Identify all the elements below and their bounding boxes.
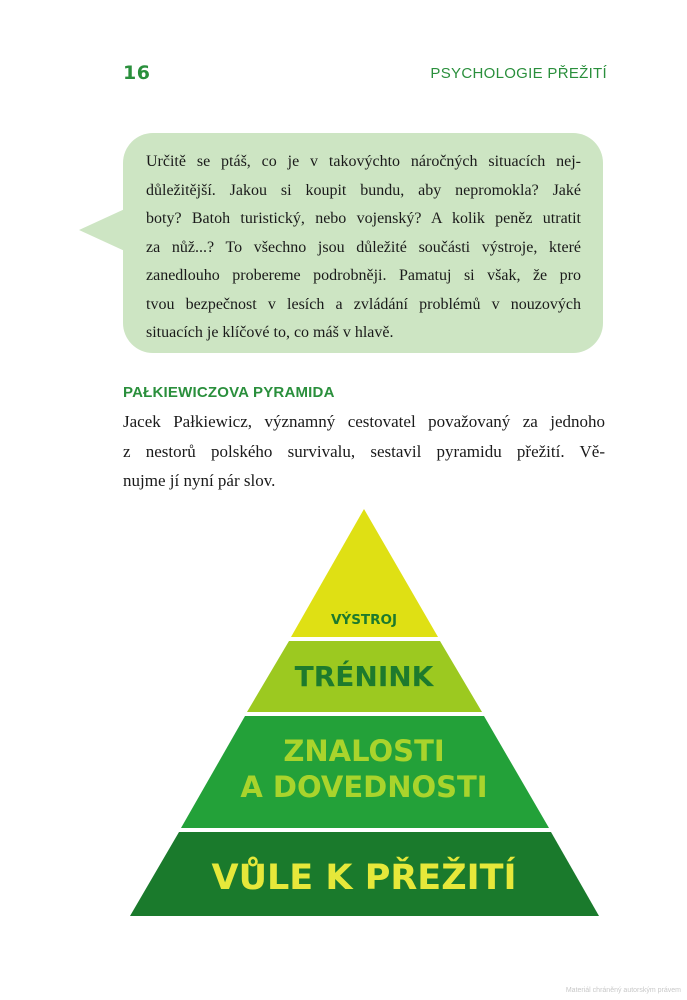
- body-line: Jacek Pałkiewicz, významný cestovatel považovaný za jednoho: [123, 412, 605, 431]
- callout-line: zanedlouho probereme podrobněji. Pamatuj si však, že pro: [146, 267, 581, 284]
- pyramid-label-knowledge-line1: ZNALOSTI: [283, 734, 445, 768]
- callout-line: boty? Batoh turistický, nebo vojenský? A kolik peněz utratit: [146, 210, 581, 227]
- body-line: nujme jí nyní pár slov.: [123, 471, 276, 490]
- copyright-watermark: Materiál chráněný autorským právem: [565, 987, 681, 994]
- pyramid-label-knowledge-line2: A DOVEDNOSTI: [240, 770, 488, 804]
- callout-line: tvou bezpečnost v lesích a zvládání problémů v nouzových: [146, 295, 581, 313]
- callout-line: situacích je klíčové to, co máš v hlavě.: [146, 324, 394, 341]
- section-heading: PAŁKIEWICZOVA PYRAMIDA: [123, 384, 335, 401]
- pyramid-label-training: TRÉNINK: [294, 660, 434, 693]
- callout-line: Určitě se ptáš, co je v takovýchto náročných situacích nej-: [146, 153, 581, 170]
- callout-line: důležitější. Jakou si koupit bundu, aby nepromokla? Jaké: [146, 181, 581, 199]
- body-line: z nestorů polského survivalu, sestavil pyramidu přežití. Vě-: [123, 441, 605, 461]
- callout-line: za nůž...? To všechno jsou důležité součásti výstroje, které: [146, 238, 581, 256]
- pyramid-label-equipment: VÝSTROJ: [330, 612, 398, 628]
- running-title: PSYCHOLOGIE PŘEŽITÍ: [430, 65, 607, 82]
- page-number: 16: [123, 62, 151, 84]
- pyramid-label-will: VŮLE K PŘEŽITÍ: [211, 858, 517, 898]
